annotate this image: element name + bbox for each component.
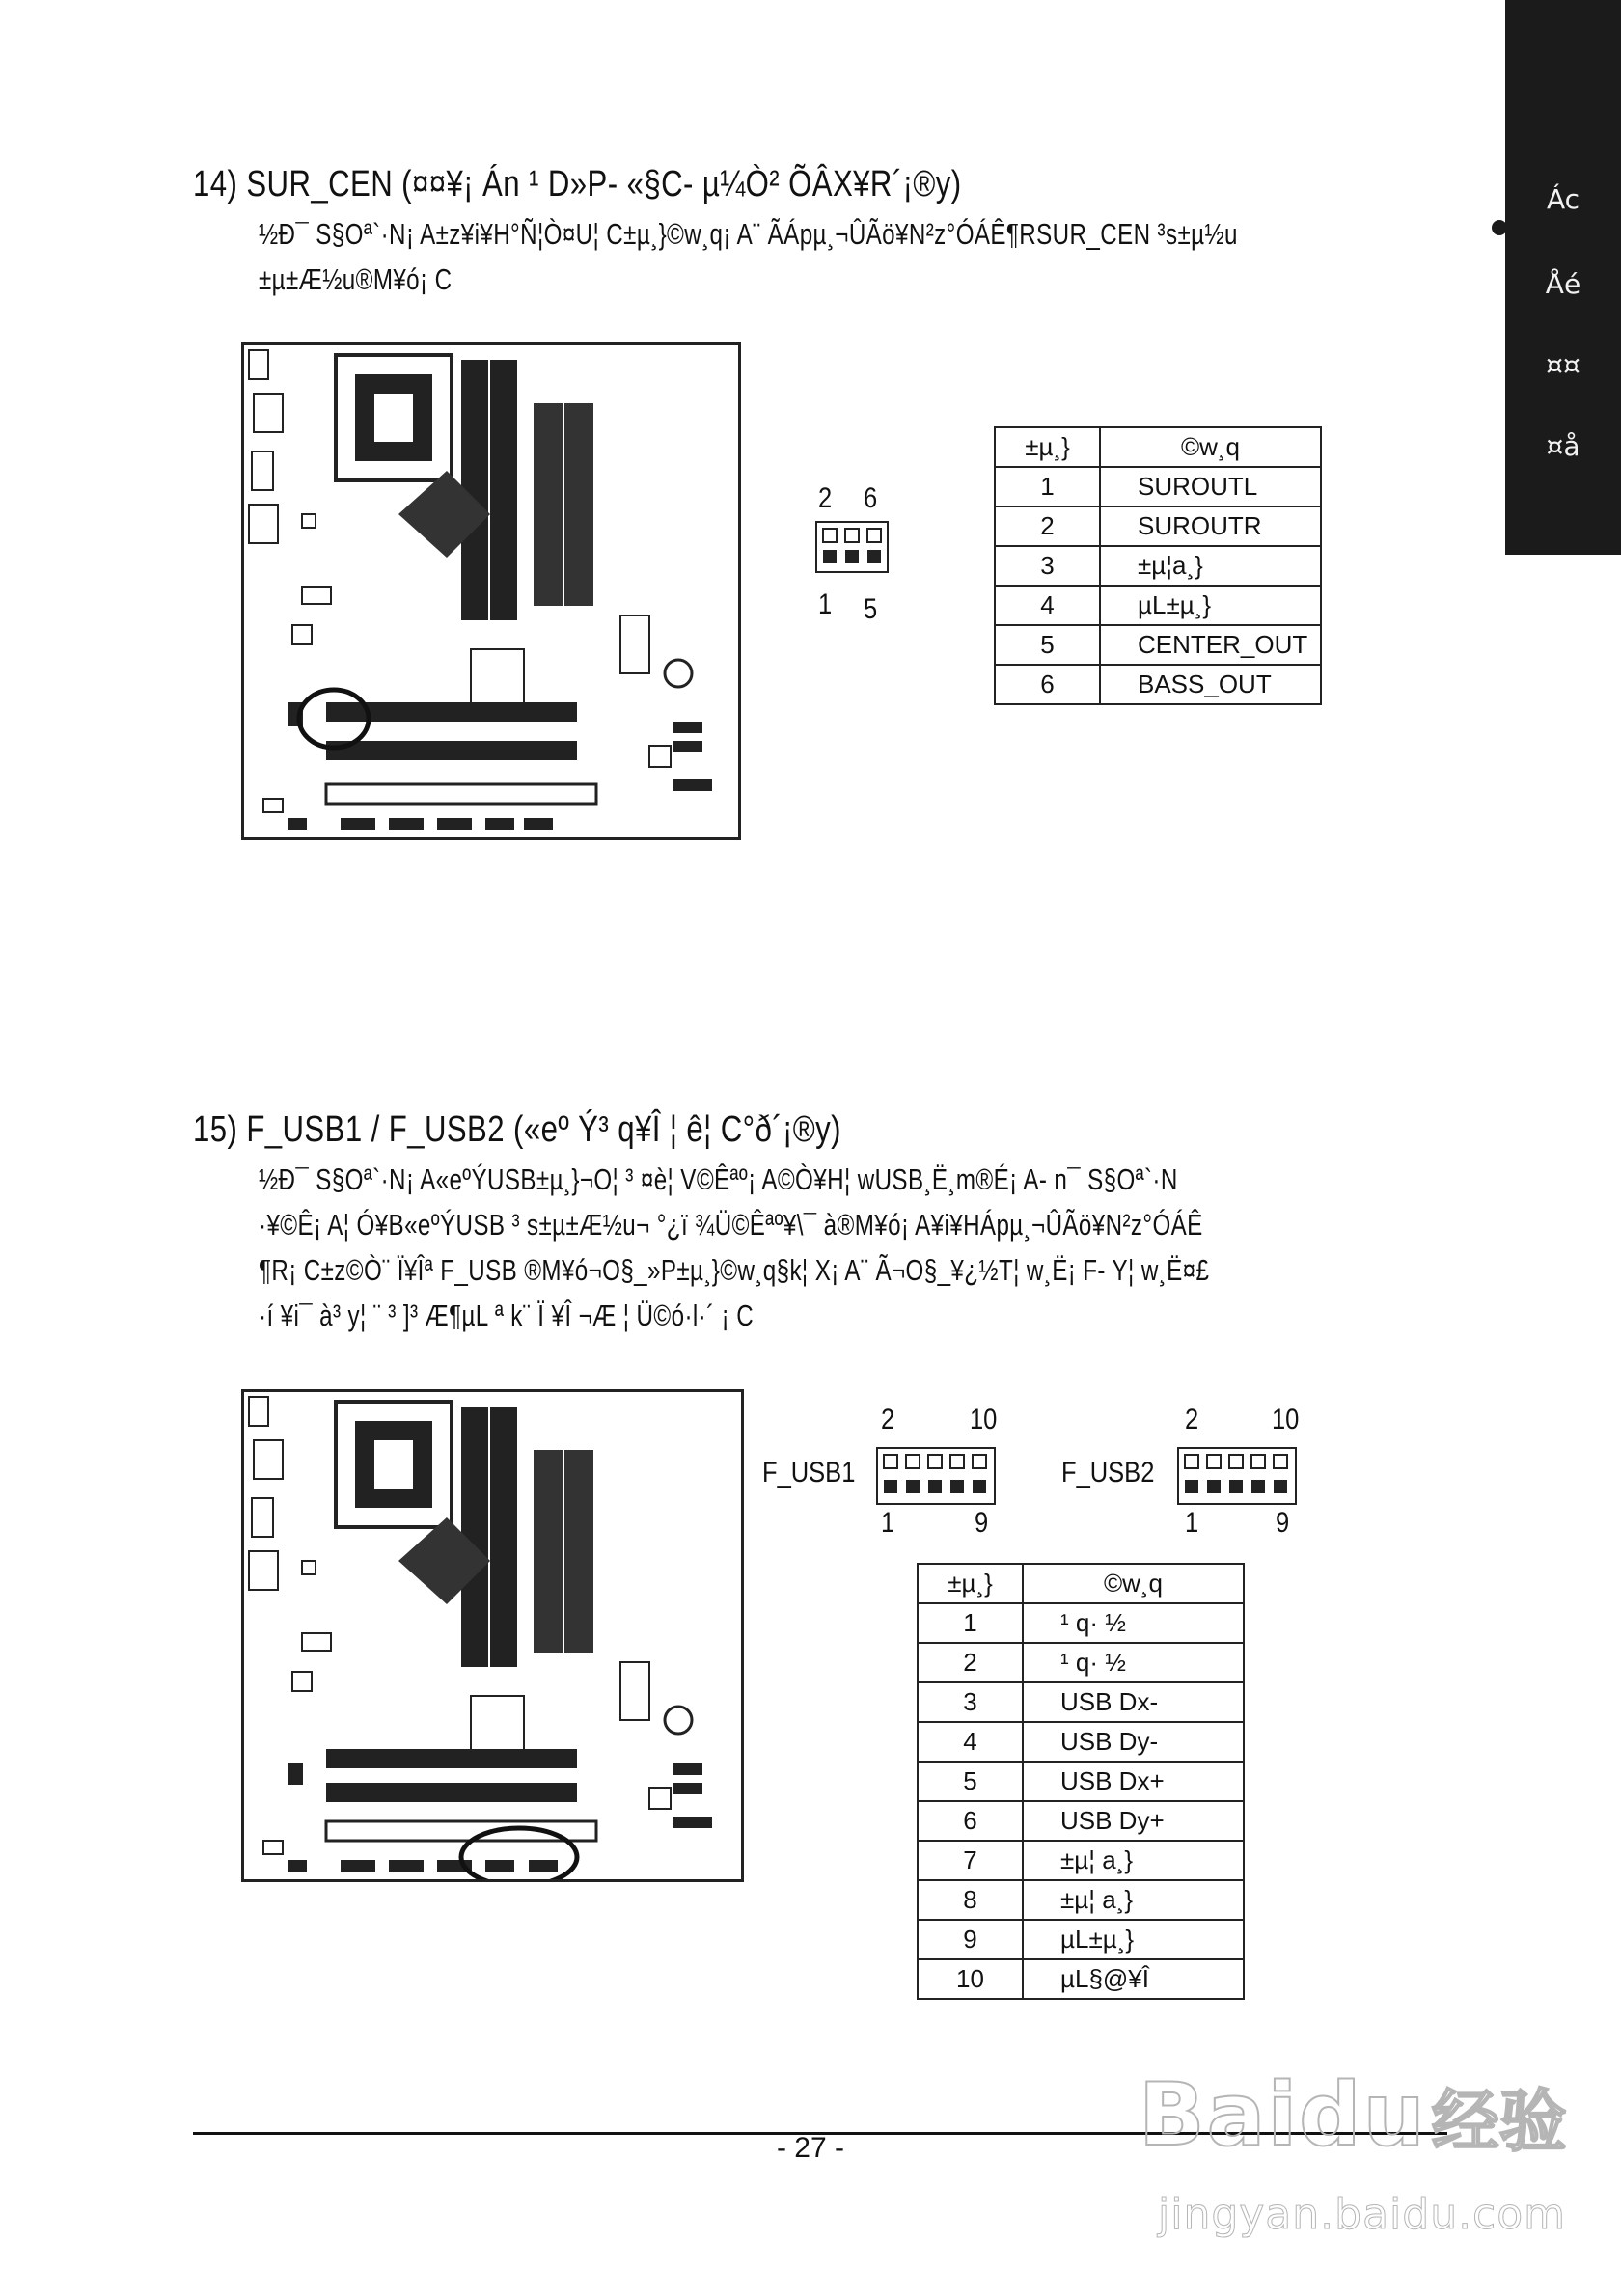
f-usb2-connector-pins	[1179, 1449, 1295, 1503]
pin-definition: SUROUTR	[1100, 506, 1321, 546]
pin-definition: USB Dx+	[1023, 1762, 1244, 1801]
f-usb1-pin-label-top-left: 2	[881, 1404, 895, 1435]
section-14-title: 14) SUR_CEN (¤¤¥¡ Án ¹ D»P- «§C- µ¼Ò² ÕÂX¥R´¡®y)	[193, 164, 962, 205]
sur-cen-connector	[815, 521, 889, 573]
pin-number: 9	[918, 1920, 1023, 1959]
section-14-line-1: ½Ð¯ S§Oª`·N¡ A±z¥i¥H°Ñ¦Ò¤U¦ C±µ¸}©w¸q¡ A¨ ÃÁpµ¸¬ÛÃö¥N²z°ÓÁÊ¶RSUR_CEN ³s±µ½u	[259, 217, 1238, 251]
section-15-title: 15) F_USB1 / F_USB2 («eº Ý³ q¥Î ¦ ê¦ C°ð´¡®y)	[193, 1109, 841, 1150]
pin-definition: ±µ¦ a¸}	[1023, 1841, 1244, 1880]
sur-cen-pin-label-bottom-left: 1	[818, 588, 833, 620]
side-tab-char-1: Ác	[1546, 183, 1580, 215]
pin-definition: ±µ¦a¸}	[1100, 546, 1321, 586]
sur-cen-pin-label-top-left: 2	[818, 482, 833, 514]
pin-number: 1	[995, 467, 1100, 506]
f-usb1-pin-label-bottom-right: 9	[975, 1507, 989, 1539]
pin-number: 4	[918, 1722, 1023, 1762]
watermark-brand: Baidu	[1139, 2064, 1427, 2166]
bullet-dot	[1492, 220, 1507, 235]
table-row	[918, 1920, 1244, 1959]
table-row	[918, 1841, 1244, 1880]
table-row	[995, 506, 1321, 546]
motherboard-layout-14	[244, 345, 738, 837]
table-row	[995, 467, 1321, 506]
f-usb1-pin-label-bottom-left: 1	[881, 1507, 895, 1539]
pin-definition: SUROUTL	[1100, 467, 1321, 506]
pin-number: 7	[918, 1841, 1023, 1880]
pin-definition: USB Dy-	[1023, 1722, 1244, 1762]
motherboard-diagram-15	[241, 1389, 744, 1882]
sur-cen-connector-pins	[817, 523, 887, 571]
page-number: - 27 -	[776, 2132, 845, 2164]
pin-number: 1	[918, 1603, 1023, 1643]
section-15-line-4: ·í ¥i¯ à³ y¦ ¨ ³ ]³ Æ¶µL ª k¨ Ï ¥Î ¬Æ ¦ Ü©ó·l·´ ¡ C	[259, 1298, 755, 1332]
pin-definition: ¹ q· ½	[1023, 1603, 1244, 1643]
definition-column-header: ©w¸q	[1023, 1564, 1244, 1603]
table-row	[918, 1603, 1244, 1643]
pin-number: 5	[918, 1762, 1023, 1801]
table-row	[995, 665, 1321, 704]
pin-number: 3	[918, 1682, 1023, 1722]
pin-definition: µL±µ¸}	[1023, 1920, 1244, 1959]
table-row	[918, 1682, 1244, 1722]
pin-definition: µL±µ¸}	[1100, 586, 1321, 625]
baidu-watermark	[1139, 2064, 1567, 2166]
f-usb2-pin-label-top-right: 10	[1272, 1404, 1300, 1435]
f-usb1-label: F_USB1	[762, 1457, 856, 1489]
f-usb2-pin-label-top-left: 2	[1185, 1404, 1199, 1435]
f-usb2-pin-label-bottom-right: 9	[1276, 1507, 1290, 1539]
watermark-cn: 经验	[1431, 2082, 1567, 2161]
pin-definition: USB Dy+	[1023, 1801, 1244, 1841]
pin-number: 8	[918, 1880, 1023, 1920]
section-15-line-1: ½Ð¯ S§Oª`·N¡ A«eºÝUSB±µ¸}¬O¦ ³ ¤è¦ V©Êªº¡ A©Ò¥H¦ wUSB¸Ë¸m®É¡ A- n¯ S§Oª`·N	[259, 1162, 1178, 1196]
f-usb2-connector	[1177, 1447, 1297, 1505]
table-row	[918, 1959, 1244, 1999]
pin-number: 6	[918, 1801, 1023, 1841]
pin-column-header: ±µ¸}	[918, 1564, 1023, 1603]
pin-definition: ¹ q· ½	[1023, 1643, 1244, 1682]
section-15-line-2: ·¥©Ê¡ A¦ Ó¥B«eºÝUSB ³ s±µ±Æ½u¬ °¿ï ¾Ü©Êªº¥\¯ à®M¥ó¡ A¥i¥HÁpµ¸¬ÛÃö¥N²z°ÓÁÊ	[259, 1208, 1203, 1242]
f-usb1-pin-label-top-right: 10	[970, 1404, 998, 1435]
pin-column-header: ±µ¸}	[995, 427, 1100, 467]
pin-number: 6	[995, 665, 1100, 704]
table-row	[995, 625, 1321, 665]
side-tab-char-4: ¤å	[1546, 430, 1580, 462]
watermark-url: jingyan.baidu.com	[1158, 2190, 1567, 2239]
motherboard-layout-15	[244, 1392, 741, 1879]
pin-number: 4	[995, 586, 1100, 625]
f-usb1-connector	[876, 1447, 996, 1505]
side-tab-char-3: ¤¤	[1546, 349, 1580, 381]
table-row	[918, 1801, 1244, 1841]
sur-cen-pin-table	[994, 426, 1322, 705]
definition-column-header: ©w¸q	[1100, 427, 1321, 467]
table-row	[918, 1880, 1244, 1920]
pin-number: 10	[918, 1959, 1023, 1999]
pin-definition: µL§@¥Î	[1023, 1959, 1244, 1999]
f-usb2-label: F_USB2	[1061, 1457, 1155, 1489]
side-chapter-tab	[1505, 0, 1621, 555]
pin-number: 2	[995, 506, 1100, 546]
pin-number: 2	[918, 1643, 1023, 1682]
pin-definition: ±µ¦ a¸}	[1023, 1880, 1244, 1920]
table-header-row	[918, 1564, 1244, 1603]
side-tab-char-2: Åé	[1545, 268, 1581, 300]
table-row	[918, 1722, 1244, 1762]
pin-number: 3	[995, 546, 1100, 586]
sur-cen-pin-label-top-right: 6	[864, 482, 878, 514]
f-usb1-connector-pins	[878, 1449, 994, 1503]
pin-definition: USB Dx-	[1023, 1682, 1244, 1722]
pin-number: 5	[995, 625, 1100, 665]
section-15-line-3: ¶R¡ C±z©Ò¨ Ï¥Îª F_USB ®M¥ó¬O§_»P±µ¸}©w¸q§k¦ X¡ A¨ Ã¬O§_¥¿½T¦ w¸Ë¡ F- Y¦ w¸Ë¤£	[259, 1253, 1210, 1287]
f-usb2-pin-label-bottom-left: 1	[1185, 1507, 1199, 1539]
section-14-line-2: ±µ±Æ½u®M¥ó¡ C	[259, 262, 453, 296]
pin-definition: BASS_OUT	[1100, 665, 1321, 704]
f-usb-pin-table	[917, 1563, 1245, 2000]
table-row	[995, 586, 1321, 625]
pin-definition: CENTER_OUT	[1100, 625, 1321, 665]
sur-cen-pin-label-bottom-right: 5	[864, 593, 878, 625]
motherboard-diagram-14	[241, 342, 741, 840]
table-row	[918, 1643, 1244, 1682]
table-row	[918, 1762, 1244, 1801]
table-header-row	[995, 427, 1321, 467]
table-row	[995, 546, 1321, 586]
